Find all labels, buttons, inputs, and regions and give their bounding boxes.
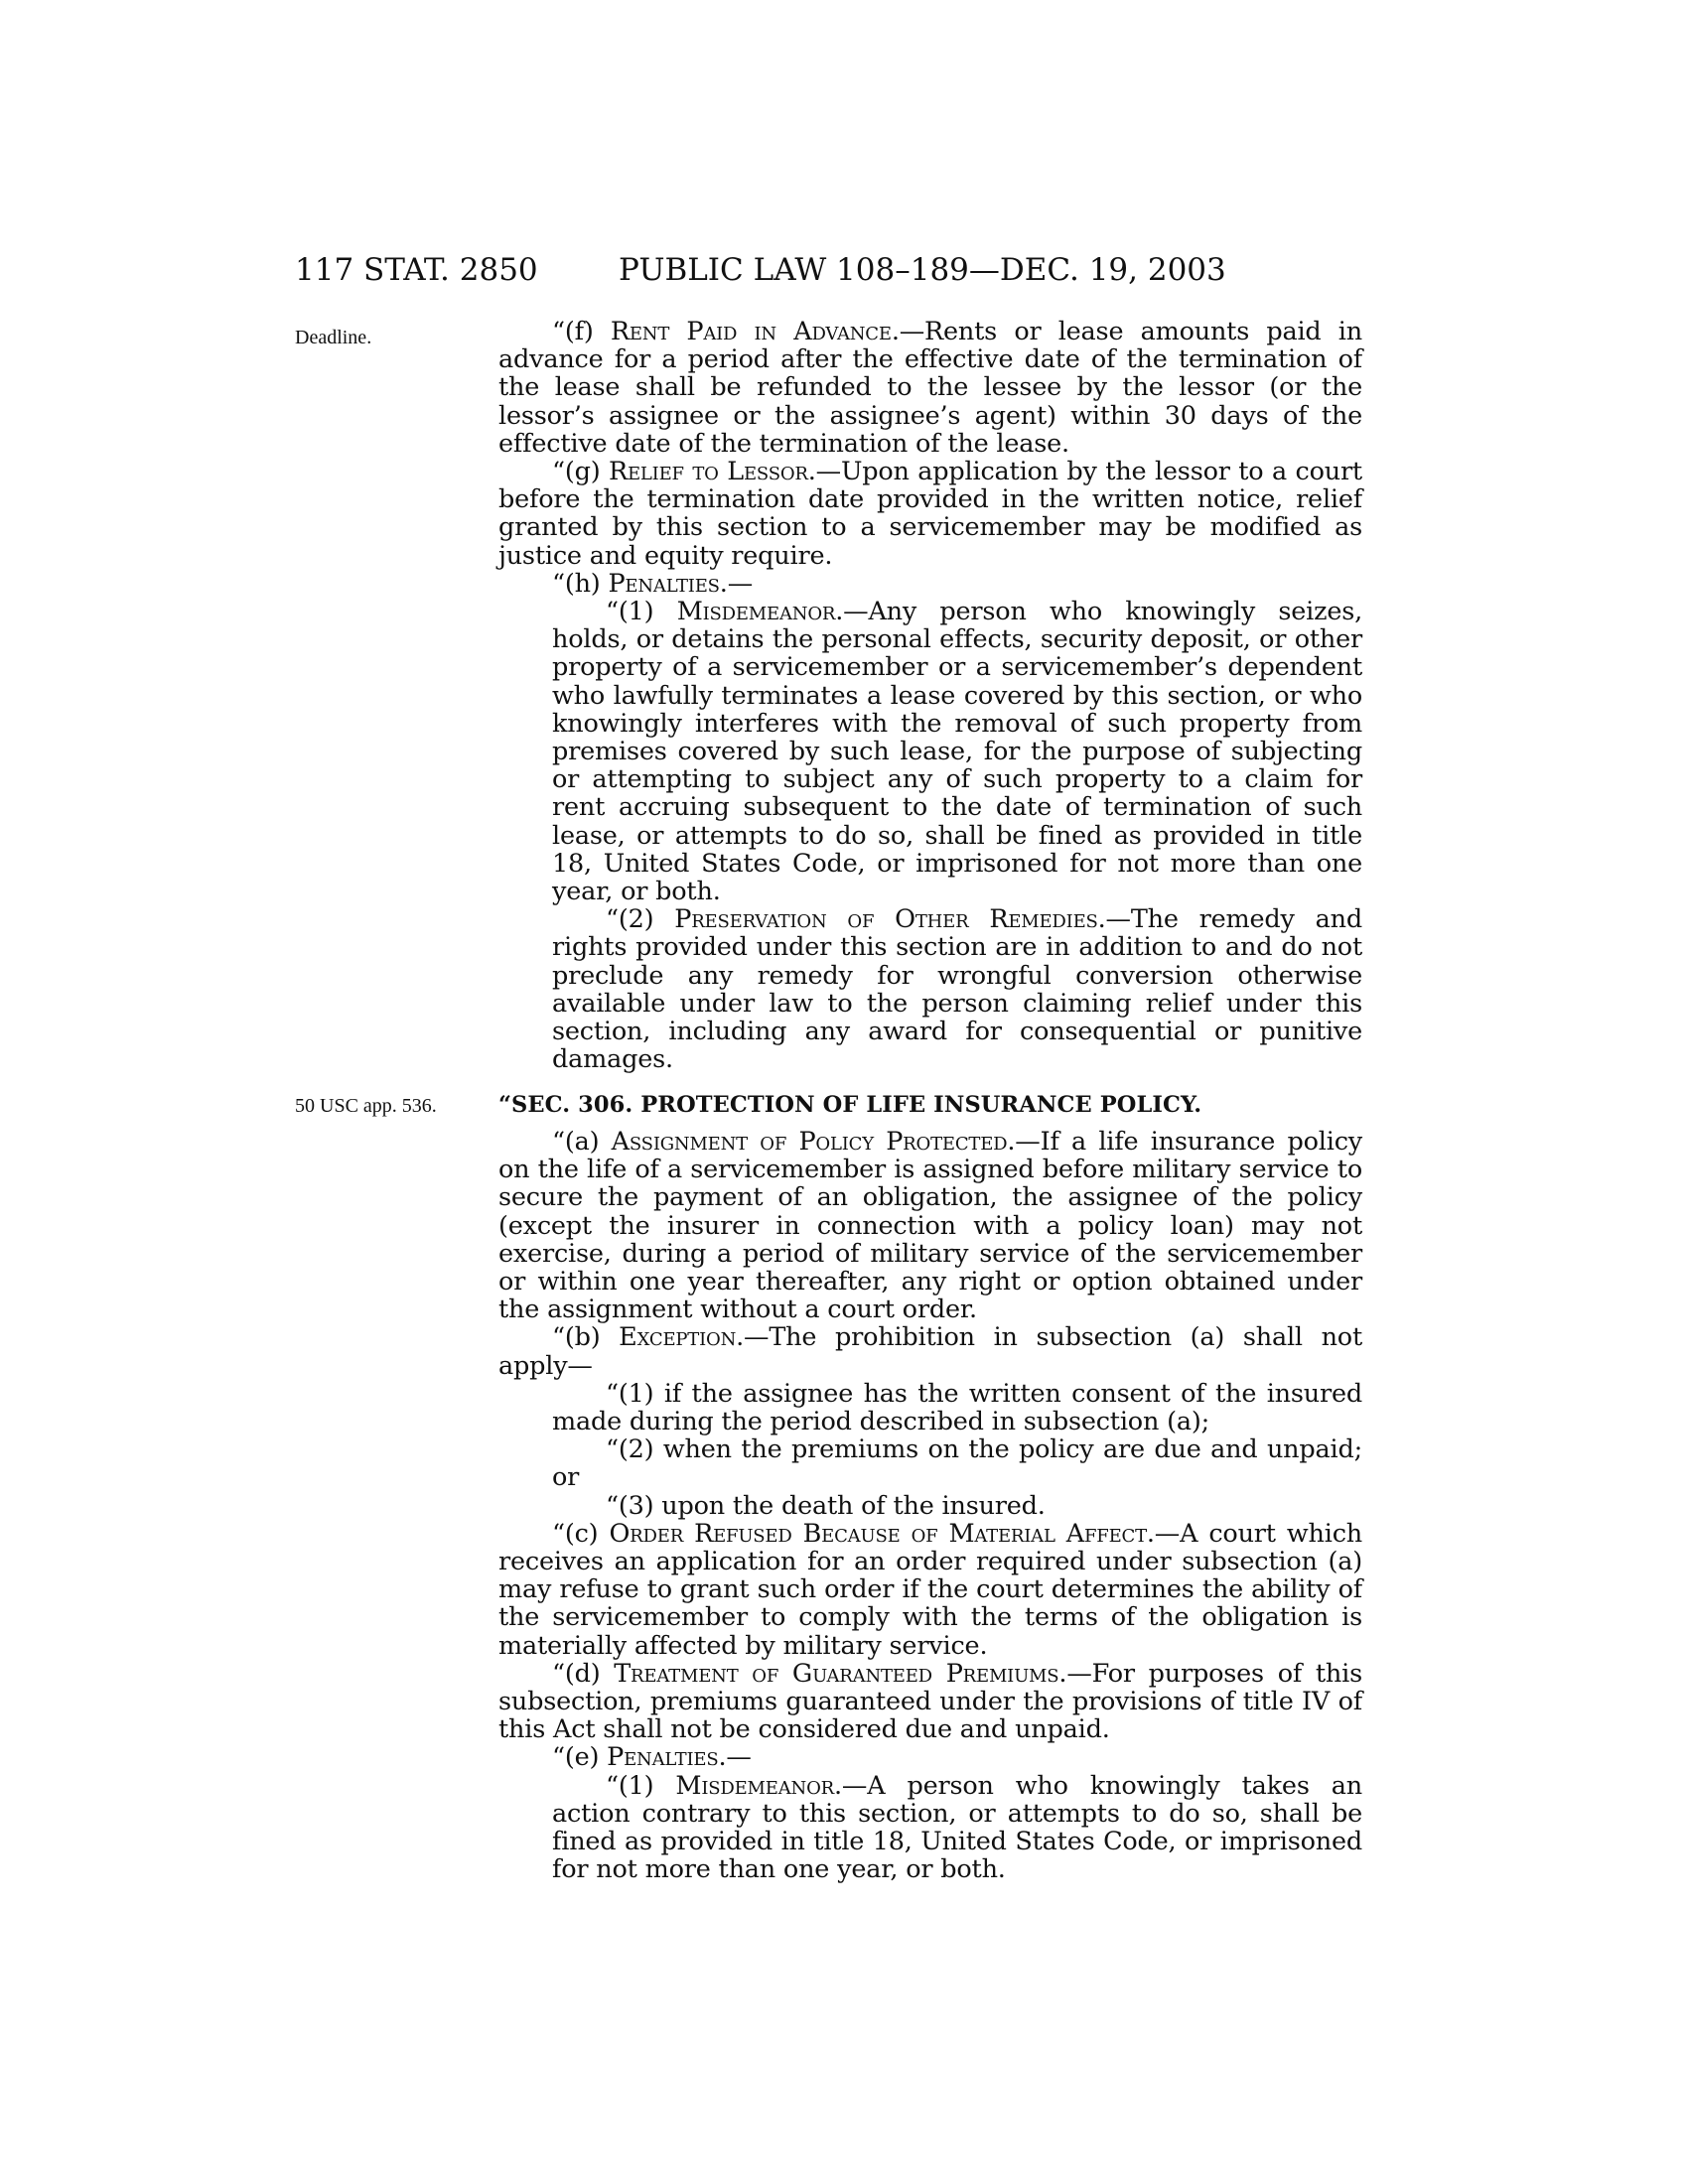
page-header [0,250,1688,290]
section-306-heading-block [498,1091,1362,1119]
margin-note-deadline: Deadline. [295,327,372,348]
paragraph-h2: “(2) Preservation of Other Remedies.—The remedy and rights provided under this section are in addition to and do not preclude any remedy for wrongful conversion otherwise available under law to the person claiming relief under this section, including any award for consequential or punitive damages. [552,904,1363,1075]
subsection-f: “(f) Rent Paid in Advance.—Rents or lease amounts paid in advance for a period after the effective date of the termination of the lease shall be refunded to the lessee by the lessor (or the lessor’s assignee or the assignee’s agent) within 30 days of the effective date of the termination of the lease. [498,317,1362,459]
subsection-h: “(h) Penalties.— [552,568,754,599]
subsection-e-title: Penalties [607,1742,719,1773]
paragraph-e1: “(1) Misdemeanor.—A person who knowingly takes an action contrary to this section, or attempts to do so, shall be fined as provided in title 18, United States Code, or imprisoned for not more than one year, or both. [552,1770,1362,1885]
subsection-h-title: Penalties [608,568,720,599]
paragraph-b2: “(2) when the premiums on the policy are due and unpaid; or [552,1434,1362,1493]
subsection-c-title: Order Refused Because of Material Affect [609,1518,1147,1549]
law-title: PUBLIC LAW 108–189—DEC. 19, 2003 [619,252,1226,288]
subsection-a-title: Assignment of Policy Protected [611,1127,1008,1157]
subsection-f-title: Rent Paid in Advance [610,317,892,346]
subsection-g: “(g) Relief to Lessor.—Upon application by the lessor to a court before the termination date provided in the written notice, relief granted by this section to a servicemember may be modified as justice and equity require. [498,457,1362,571]
paragraph-e1-title: Misdemeanor [675,1770,834,1801]
subsection-b-title: Exception [619,1322,737,1353]
rent-section-continuation [498,318,1362,1073]
subsection-e: “(e) Penalties.— [552,1742,752,1773]
subsection-g-title: Relief to Lessor [608,457,808,487]
subsection-b: “(b) Exception.—The prohibition in subsection (a) shall not apply— [498,1322,1362,1381]
section-306-body [498,1128,1362,1883]
subsection-d: “(d) Treatment of Guaranteed Premiums.—For purposes of this subsection, premiums guaranteed under the provisions of title IV of this Act shall not be considered due and unpaid. [498,1658,1362,1745]
stat-page-number: 117 STAT. 2850 [295,252,538,288]
section-heading: “SEC. 306. PROTECTION OF LIFE INSURANCE POLICY. [498,1092,1202,1118]
paragraph-h1: “(1) Misdemeanor.—Any person who knowingly seizes, holds, or detains the personal effects, security deposit, or other property of a servicemember or a servicemember’s dependent who lawfully terminates a lease covered by this section, or who knowingly interferes with the removal of such property from premises covered by such lease, for the purpose of subjecting or attempting to subject any of such property to a claim for rent accruing subsequent to the date of termination of such lease, or attempts to do so, shall be fined as provided in title 18, United States Code, or imprisoned for not more than one year, or both. [552,597,1363,907]
subsection-a: “(a) Assignment of Policy Protected.—If a life insurance policy on the life of a servicemember is assigned before military service to secure the payment of an obligation, the assignee of the policy (except the insurer in connection with a policy loan) may not exercise, during a period of military service of the servicemember or within one year thereafter, any right or option obtained under the assignment without a court order. [498,1127,1362,1325]
margin-note-usc-cite: 50 USC app. 536. [295,1095,437,1117]
paragraph-b1: “(1) if the assignee has the written consent of the insured made during the period described in subsection (a); [552,1378,1362,1437]
subsection-d-title: Treatment of Guaranteed Premiums [614,1658,1059,1689]
subsection-c: “(c) Order Refused Because of Material Affect.—A court which receives an application for an order required under subsection (a) may refuse to grant such order if the court determines the ability of the servicemember to comply with the terms of the obligation is materially affected by military service. [498,1518,1362,1661]
paragraph-h2-title: Preservation of Other Remedies [674,904,1098,935]
paragraph-h1-title: Misdemeanor [676,597,836,627]
paragraph-b3: “(3) upon the death of the insured. [606,1490,1046,1521]
